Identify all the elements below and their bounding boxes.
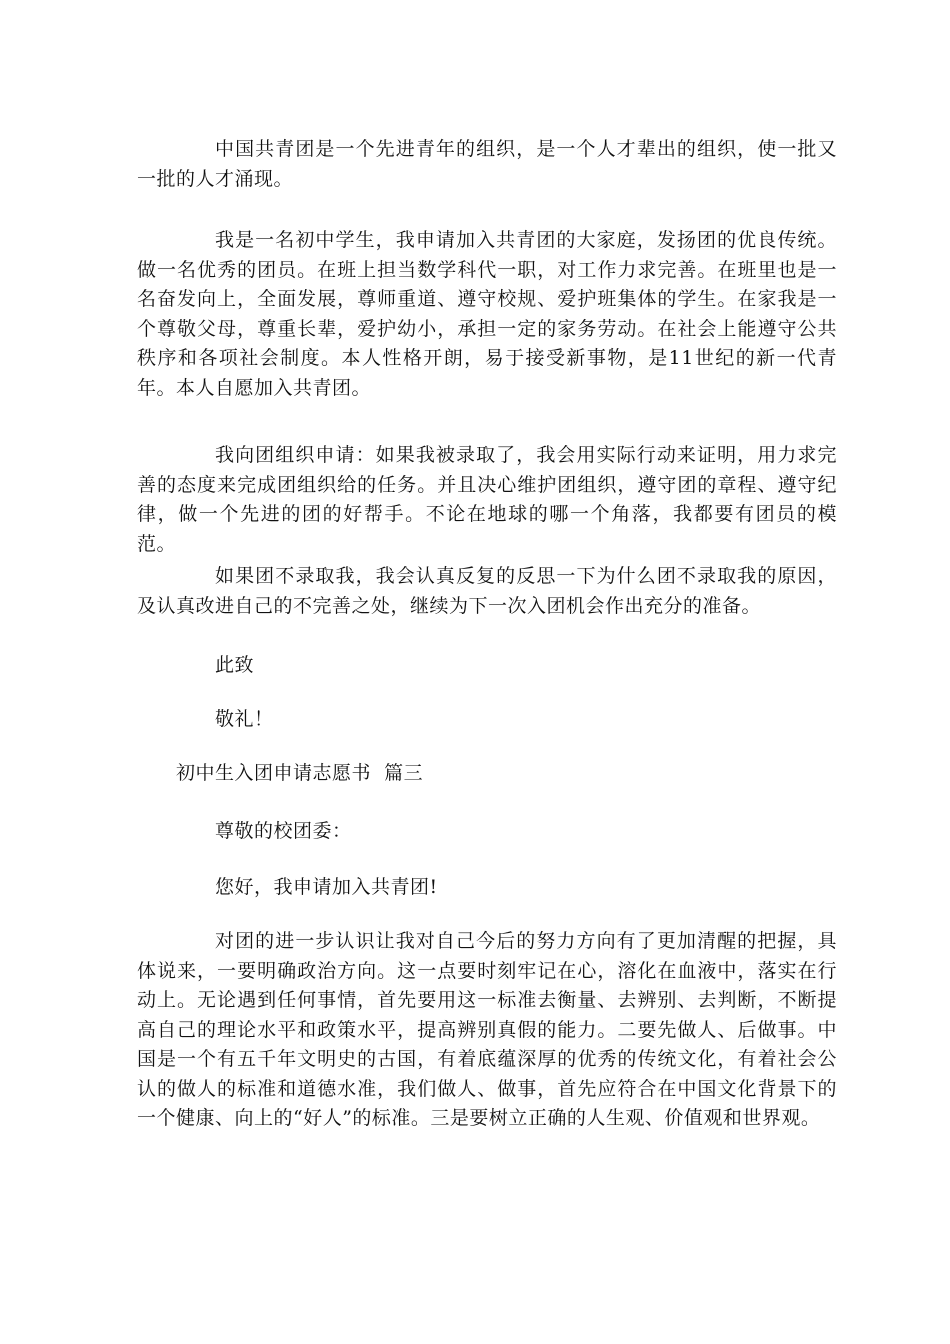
- greeting-opening: 您好，我申请加入共青团!: [215, 876, 438, 898]
- paragraph-understanding: 对团的进一步认识让我对自己今后的努力方向有了更加清醒的把握，具体说来，一要明确政治方向。这一点要时刻牢记在心，溶化在血液中，落实在行动上。无论遇到任何事情，首先要用这一标准去衡量、去辨别、去判断，不断提高自己的理论水平和政策水平，提高辨别真假的能力。二要先做人、后做事。中国是一个有五千年文明史的古国，有着底蕴深厚的优秀的传统文化，有着社会公认的做人的标准和道德水准，我们做人、做事，首先应符合在中国文化背景下的一个健康、向上的“好人”的标准。三是要树立正确的人生观、价值观和世界观。: [137, 930, 837, 1129]
- paragraph-pledge: 我向团组织申请：如果我被录取了，我会用实际行动来证明，用力求完善的态度来完成团组织给的任务。并且决心维护团组织，遵守团的章程、遵守纪律，做一个先进的团的好帮手。不论在地球的哪一个角落，我都要有团员的模范。: [137, 444, 837, 555]
- section-heading: 初中生入团申请志愿书 篇三: [176, 762, 424, 784]
- paragraph-if-rejected: 如果团不录取我，我会认真反复的反思一下为什么团不录取我的原因，及认真改进自己的不完善之处，继续为下一次入团机会作出充分的准备。: [137, 565, 837, 617]
- greeting-recipient: 尊敬的校团委：: [215, 820, 352, 842]
- paragraph-self-introduction: 我是一名初中学生，我申请加入共青团的大家庭，发扬团的优良传统。做一名优秀的团员。在班上担当数学科代一职，对工作力求完善。在班里也是一名奋发向上，全面发展，尊师重道、遵守校规、爱护班集体的学生。在家我是一个尊敬父母，尊重长辈，爱护幼小，承担一定的家务劳动。在社会上能遵守公共秩序和各项社会制度。本人性格开朗，易于接受新事物，是11世纪的新一代青年。本人自愿加入共青团。: [137, 229, 837, 399]
- closing-salutation: 此致: [215, 654, 255, 676]
- closing-regards: 敬礼！: [215, 708, 274, 730]
- paragraph-intro: 中国共青团是一个先进青年的组织，是一个人才辈出的组织，使一批又一批的人才涌现。: [137, 138, 837, 190]
